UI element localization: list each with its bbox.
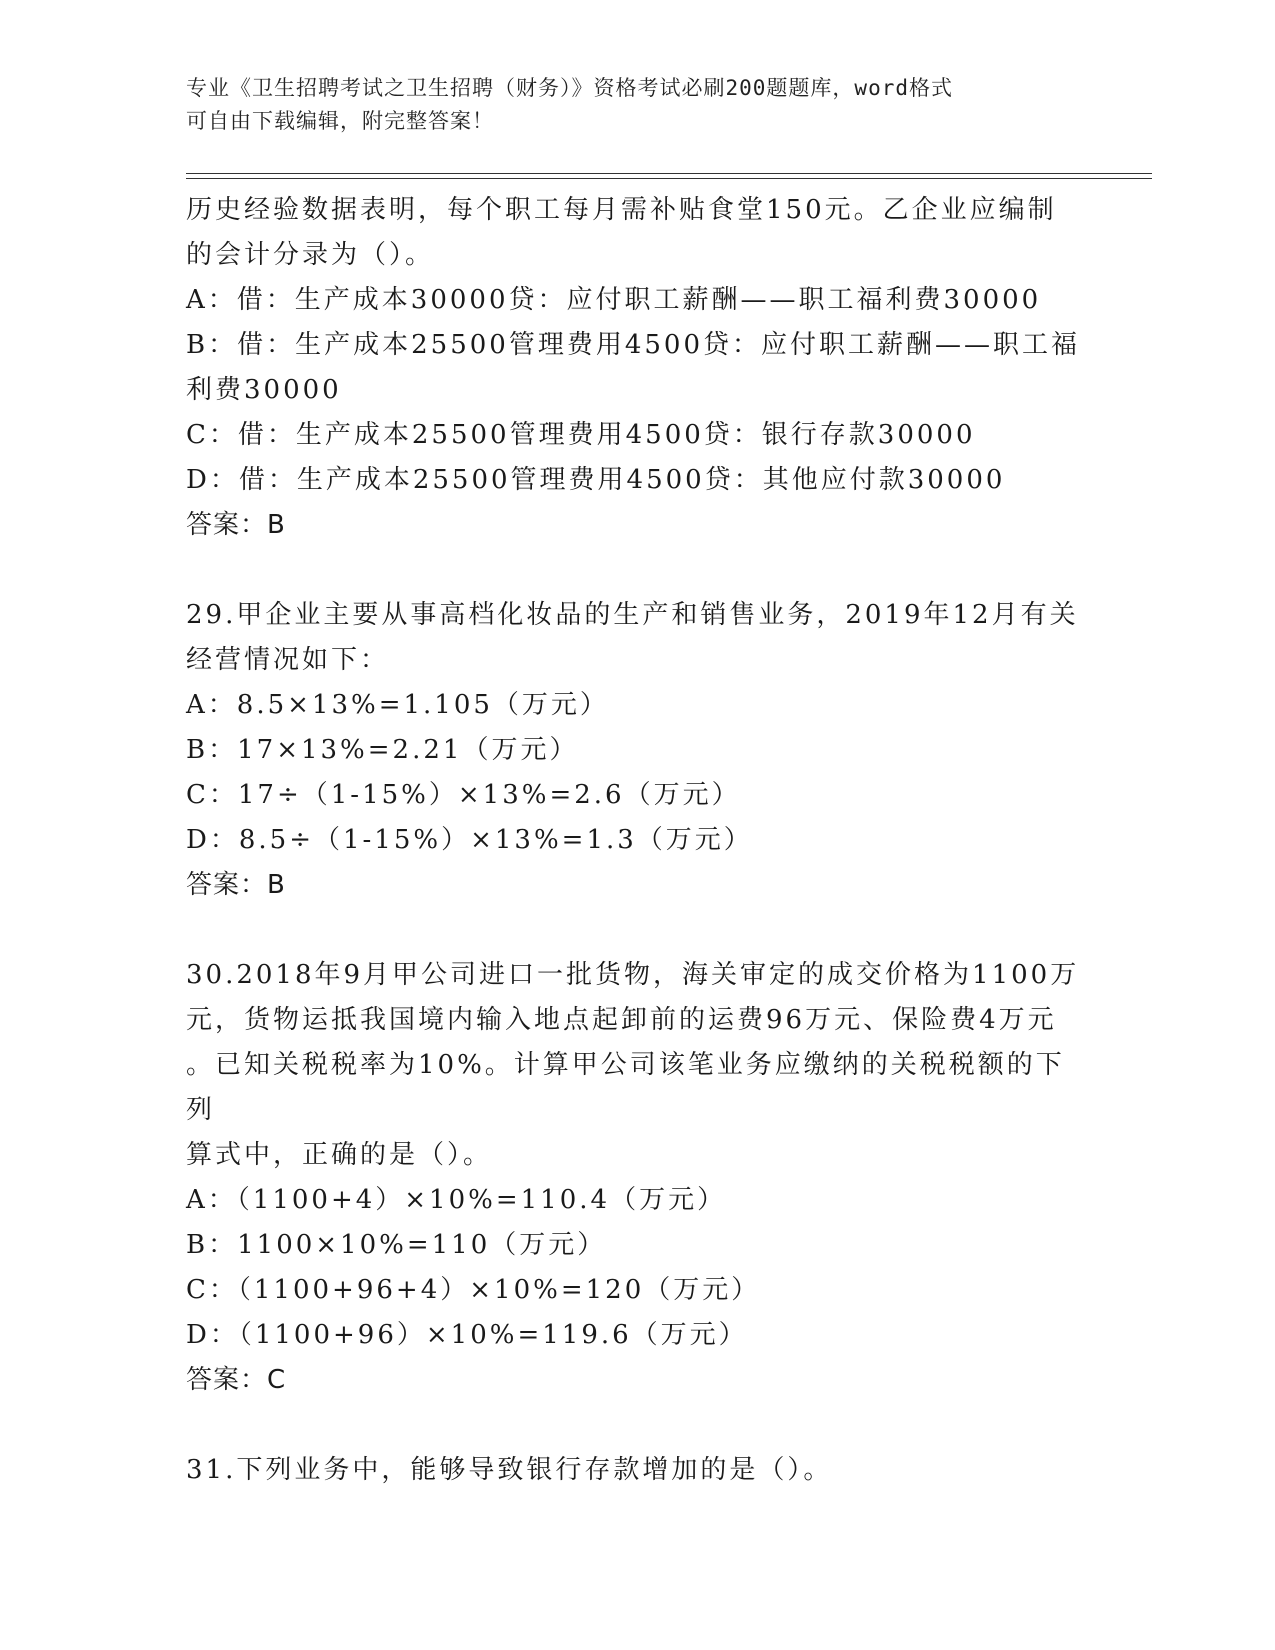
question-text-line: 的会计分录为（）。 bbox=[186, 240, 435, 270]
option-a: A：借：生产成本30000贷：应付职工薪酬——职工福利费30000 bbox=[186, 285, 1042, 315]
option-b: B：1100×10%=110（万元） bbox=[186, 1230, 607, 1260]
option-b-continued: 利费30000 bbox=[186, 375, 342, 405]
question-text-line: 经营情况如下： bbox=[186, 645, 390, 675]
option-d: D：8.5÷（1-15%）×13%=1.3（万元） bbox=[186, 825, 753, 855]
question-text-line: 元，货物运抵我国境内输入地点起卸前的运费96万元、保险费4万元 bbox=[186, 1005, 1057, 1035]
option-a: A：8.5×13%=1.105（万元） bbox=[186, 690, 609, 720]
option-a: A：（1100+4）×10%=110.4（万元） bbox=[186, 1185, 727, 1215]
option-b: B：17×13%=2.21（万元） bbox=[186, 735, 579, 765]
option-c: C：17÷（1-15%）×13%=2.6（万元） bbox=[186, 780, 741, 810]
option-d: D：借：生产成本25500管理费用4500贷：其他应付款30000 bbox=[186, 465, 1006, 495]
header-line-1: 专业《卫生招聘考试之卫生招聘（财务）》资格考试必刷200题题库，word格式 bbox=[186, 76, 953, 100]
question-content bbox=[186, 188, 1086, 1493]
question-text-line: 历史经验数据表明，每个职工每月需补贴食堂150元。乙企业应编制 bbox=[186, 195, 1057, 225]
answer-label: 答案：C bbox=[186, 1365, 287, 1395]
question-text-line: 29.甲企业主要从事高档化妆品的生产和销售业务，2019年12月有关 bbox=[186, 600, 1079, 630]
question-block bbox=[186, 188, 1086, 548]
answer-label: 答案：B bbox=[186, 510, 286, 540]
question-block bbox=[186, 1448, 1086, 1493]
answer-label: 答案：B bbox=[186, 870, 286, 900]
option-c: C：（1100+96+4）×10%=120（万元） bbox=[186, 1275, 761, 1305]
question-block bbox=[186, 953, 1086, 1403]
option-c: C：借：生产成本25500管理费用4500贷：银行存款30000 bbox=[186, 420, 976, 450]
header-rule-top bbox=[186, 173, 1152, 174]
option-b: B：借：生产成本25500管理费用4500贷：应付职工薪酬——职工福 bbox=[186, 330, 1080, 360]
question-text-line: 算式中，正确的是（）。 bbox=[186, 1140, 493, 1170]
question-block bbox=[186, 593, 1086, 908]
option-d: D：（1100+96）×10%=119.6（万元） bbox=[186, 1320, 748, 1350]
page-header bbox=[186, 72, 1066, 138]
question-text-line: 。已知关税税率为10%。计算甲公司该笔业务应缴纳的关税税额的下列 bbox=[186, 1050, 1065, 1125]
header-rule-bottom bbox=[186, 178, 1152, 179]
question-text-line: 30.2018年9月甲公司进口一批货物，海关审定的成交价格为1100万 bbox=[186, 960, 1080, 990]
question-text-line: 31.下列业务中，能够导致银行存款增加的是（）。 bbox=[186, 1455, 833, 1485]
header-line-2: 可自由下载编辑，附完整答案！ bbox=[186, 109, 494, 133]
